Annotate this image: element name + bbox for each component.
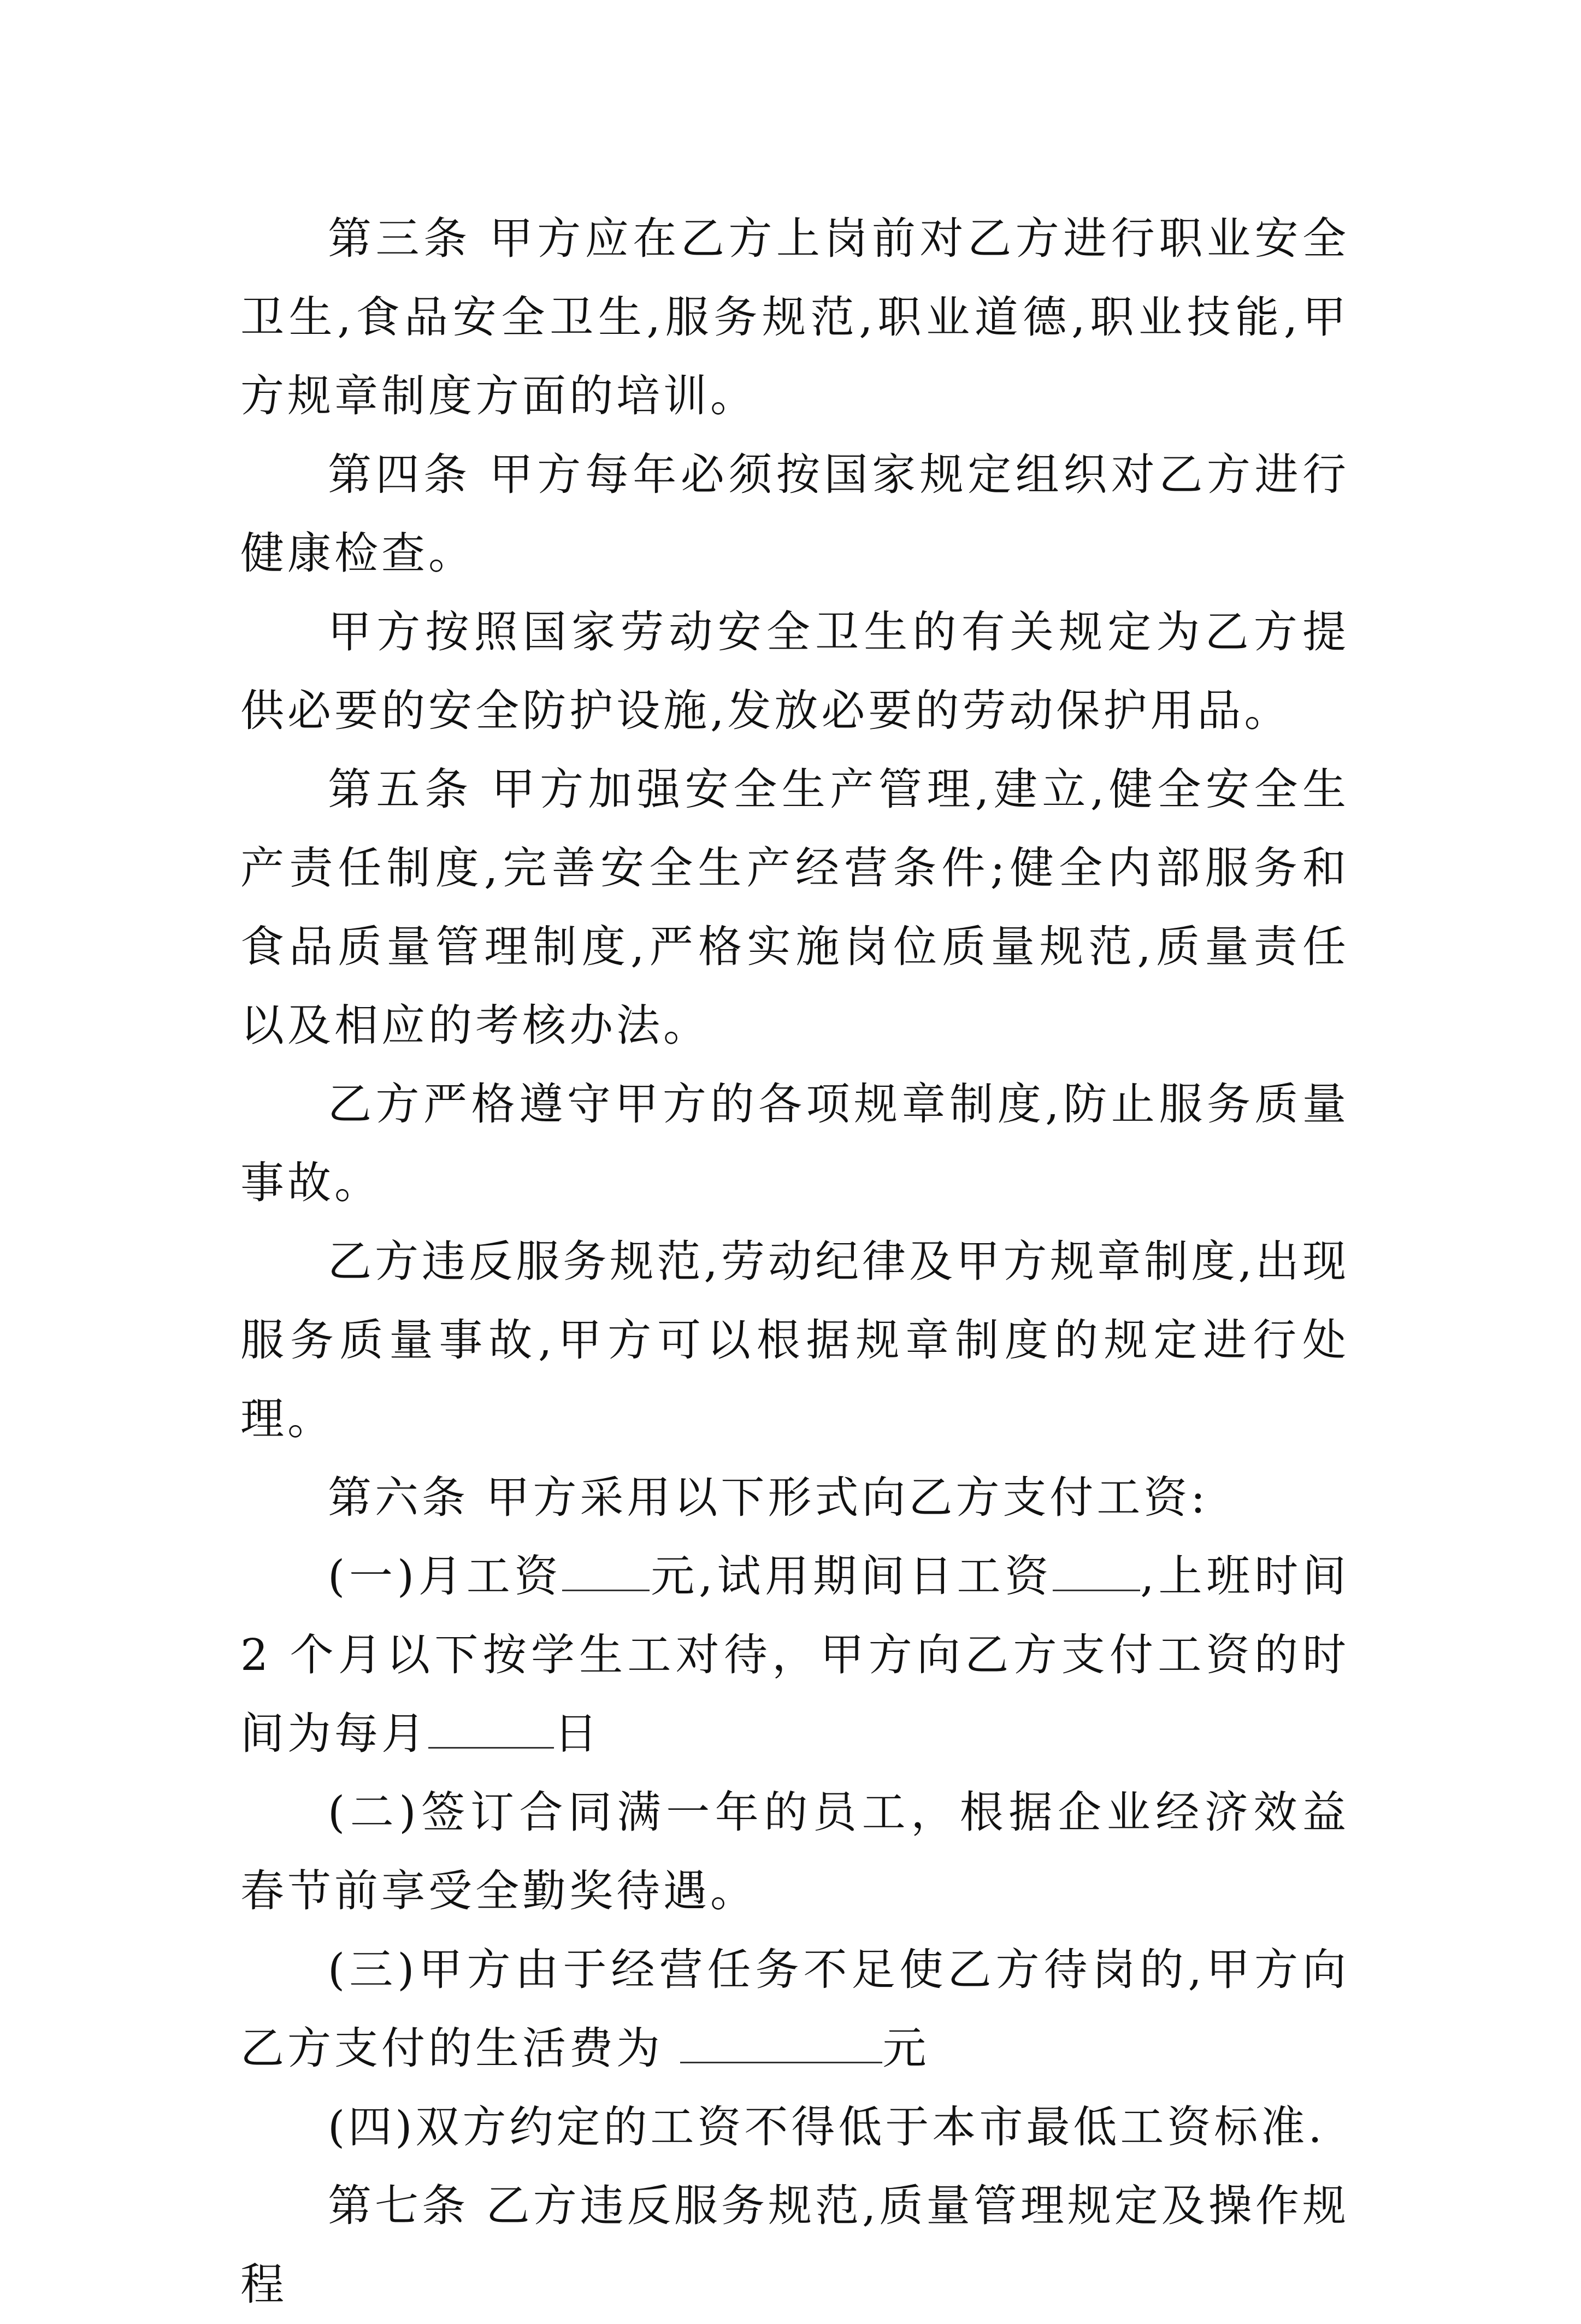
document-body (240, 199, 1349, 2324)
monthly-wage-blank (562, 1551, 650, 1591)
living-allowance-blank (680, 2023, 882, 2063)
wage-item-2-paragraph: (二)签订合同满一年的员工，根据企业经济效益春节前享受全勤奖待遇。 (240, 1787, 1349, 1916)
rules-compliance-paragraph: 乙方严格遵守甲方的各项规章制度,防止服务质量事故。 (240, 1079, 1349, 1208)
wage-item-4-paragraph: (四)双方约定的工资不得低于本市最低工资标准. (328, 2102, 1325, 2152)
wage-item-3-text-a: (三)甲方由于经营任务不足使乙方待岗的,甲方向乙方支付的生活费为 (240, 1944, 1349, 2074)
pay-day-blank (428, 1709, 554, 1749)
wage-item-1-text-a: (一)月工资 (328, 1551, 563, 1602)
article-4-paragraph: 第四条 甲方每年必须按国家规定组织对乙方进行健康检查。 (240, 449, 1349, 579)
wage-item-1-paragraph (240, 1537, 1349, 1773)
article-6-paragraph: 第六条 甲方采用以下形式向乙方支付工资: (328, 1472, 1209, 1523)
article-3-paragraph: 第三条 甲方应在乙方上岗前对乙方进行职业安全卫生,食品安全卫生,服务规范,职业道德,职业技能,甲方规章制度方面的培训。 (240, 213, 1349, 421)
wage-item-1-text-d: 日 (554, 1708, 601, 1759)
wage-item-3-text-b: 元 (882, 2023, 930, 2074)
wage-item-1-text-c: ,上班时间 2 个月以下按学生工对待，甲方向乙方支付工资的时间为每月 (240, 1551, 1349, 1759)
violation-handling-paragraph: 乙方违反服务规范,劳动纪律及甲方规章制度,出现服务质量事故,甲方可以根据规章制度的规定进行处理。 (240, 1236, 1349, 1444)
safety-provision-paragraph: 甲方按照国家劳动安全卫生的有关规定为乙方提供必要的安全防护设施,发放必要的劳动保护用品。 (240, 607, 1349, 736)
article-5-paragraph: 第五条 甲方加强安全生产管理,建立,健全安全生产责任制度,完善安全生产经营条件;健全内部服务和食品质量管理制度,严格实施岗位质量规范,质量责任以及相应的考核办法。 (240, 764, 1349, 1051)
wage-item-3-paragraph (240, 1931, 1349, 2088)
article-7-paragraph: 第七条 乙方违反服务规范,质量管理规定及操作规程 (240, 2180, 1349, 2310)
trial-daily-wage-blank (1053, 1551, 1140, 1591)
wage-item-1-text-b: 元,试用期间日工资 (650, 1551, 1053, 1602)
